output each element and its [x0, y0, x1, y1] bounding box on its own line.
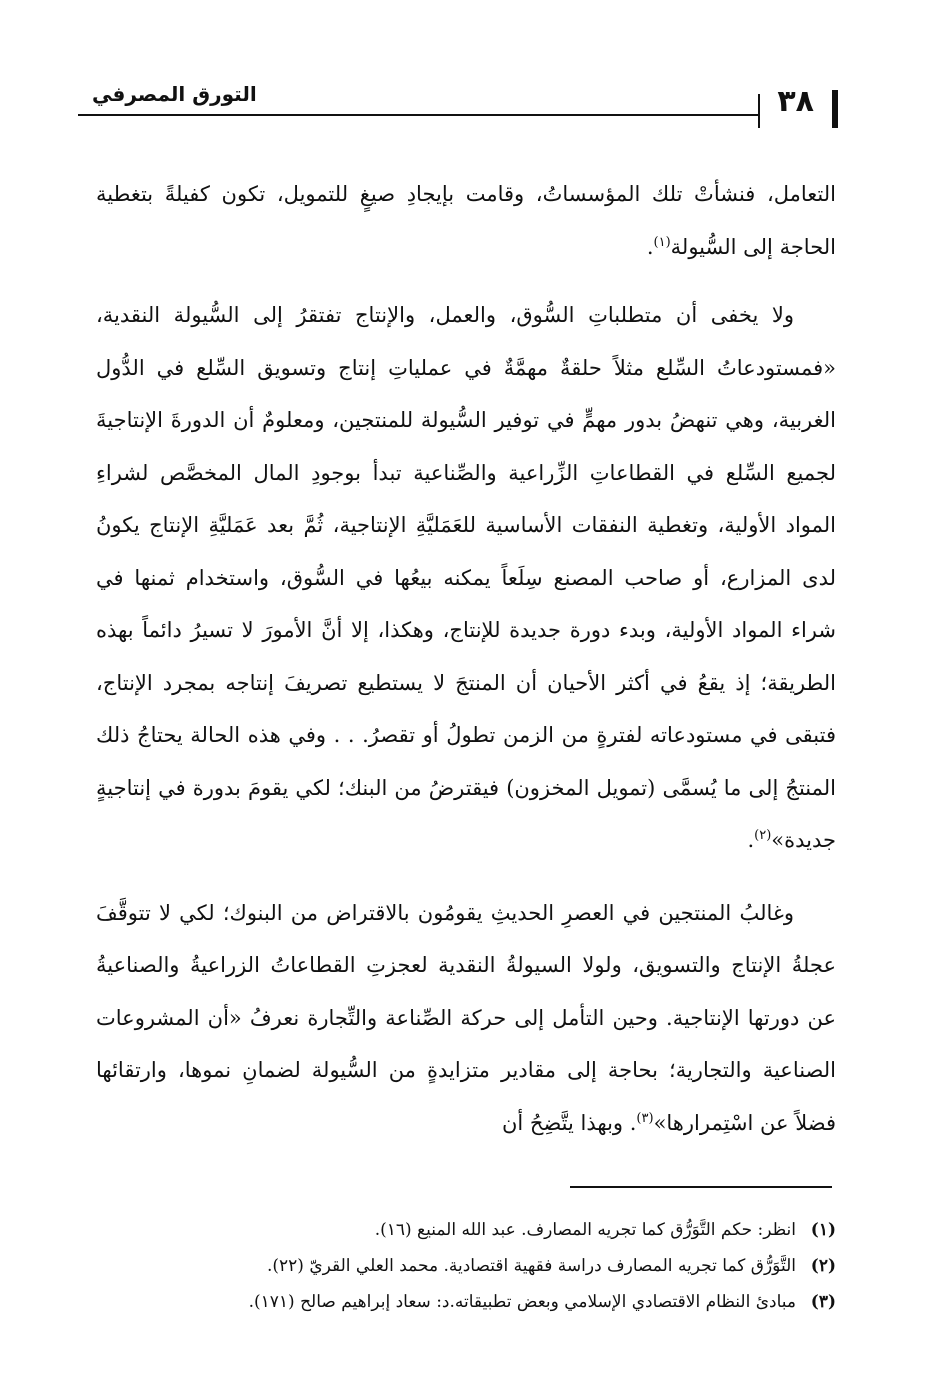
footnote — [96, 1212, 836, 1248]
footnotes — [96, 1212, 836, 1320]
header-rule — [78, 114, 760, 116]
paragraph — [96, 887, 836, 1150]
paragraph-text: ولا يخفى أن متطلباتِ السُّوق، والعمل، والإنتاج تفتقرُ إلى السُّيولة النقدية، «فمستودعاتُ السِّلع مثلاً حلقةٌ مهمَّةٌ في عملياتِ إنتاج وتسويق السِّلع في الدُّول الغربية، وهي تنهضُ بدور مهمٍّ في توفير السُّيولة للمنتجين، ومعلومٌ أن الدورةَ الإنتاجيةَ لجميع السِّلع في القطاعاتِ الزِّراعية والصِّناعية تبدأ بوجودِ المال المخصَّص لشراءِ المواد الأولية، وتغطية النفقات الأساسية للعَمَليَّةِ الإنتاجية، ثُمَّ بعد عَمَليَّةِ الإنتاج يكونُ لدى المزارع، أو صاحب المصنع سِلَعاً يمكنه بيعُها في السُّوق، واستخدام ثمنها في شراء المواد الأولية، وبدء دورة جديدة للإنتاج، وهكذا، إلا أنَّ الأمورَ لا تسيرُ دائماً بهذه الطريقة؛ إذ يقعُ في أكثر الأحيان أن المنتجَ لا يستطيع تصريفَ إنتاجه بمجرد الإنتاج، فتبقى في مستودعاته لفترةٍ من الزمن تطولُ أو تقصرُ. . . وفي هذه الحالة يحتاجُ ذلك المنتجُ إلى ما يُسمَّى (تمويل المخزون) فيقترضُ من البنك؛ لكي يقومَ بدورة في إنتاجيةٍ جديدة» — [96, 303, 836, 852]
footnote-number: (٣) — [810, 1292, 836, 1312]
body-text — [96, 168, 836, 1149]
footnote — [96, 1248, 836, 1284]
footnote-text: مبادئ النظام الاقتصادي الإسلامي وبعض تطبيقاته.د: سعاد إبراهيم صالح (١٧١). — [248, 1292, 796, 1312]
footnote-ref[interactable]: (١) — [653, 234, 671, 250]
paragraph-text: وغالبُ المنتجين في العصرِ الحديثِ يقومُون بالاقتراض من البنوك؛ لكي لا تتوقَّفَ عجلةُ الإنتاج والتسويق، ولولا السيولةُ النقدية لعجزتِ القطاعاتُ الزراعيةُ والصناعيةُ عن دورتها الإنتاجية. وحين التأمل إلى حركة الصِّناعة والتِّجارة نعرفُ «أن المشروعات الصناعية والتجارية؛ بحاجة إلى مقادير متزايدةٍ من السُّيولة لضمانِ نموها، وارتقائها فضلاً عن اسْتِمرارها» — [96, 900, 836, 1135]
paragraph-text: التعامل، فنشأتْ تلك المؤسساتُ، وقامت بإيجادِ صيغٍ للتمويل، تكون كفيلةً بتغطية الحاجة إلى السُّيولة — [96, 182, 836, 259]
footnote-number: (١) — [810, 1220, 836, 1240]
footnote — [96, 1284, 836, 1320]
footnote-separator — [570, 1186, 832, 1188]
footnote-ref[interactable]: (٣) — [636, 1110, 654, 1126]
header-thick-bar — [832, 90, 838, 128]
footnote-text: التَّوَرُّق كما تجريه المصارف دراسة فقهية اقتصادية. محمد العلي القريّ (٢٢). — [266, 1256, 796, 1276]
paragraph-end: . وبهذا يتَّضِحُ أن — [501, 1110, 637, 1135]
paragraph-end: . — [747, 828, 755, 852]
paragraph — [96, 168, 836, 273]
running-title: التورق المصرفي — [92, 82, 257, 106]
running-header — [78, 70, 838, 130]
paragraph — [96, 289, 836, 867]
footnote-ref[interactable]: (٢) — [754, 828, 772, 843]
footnote-number: (٢) — [810, 1256, 836, 1276]
header-thin-bar — [758, 94, 760, 128]
paragraph-end: . — [646, 234, 654, 259]
page-number: ٣٨ — [777, 84, 814, 119]
footnote-text: انظر: حكم التَّوَرُّق كما تجريه المصارف. عبد الله المنيع (١٦). — [374, 1220, 796, 1240]
